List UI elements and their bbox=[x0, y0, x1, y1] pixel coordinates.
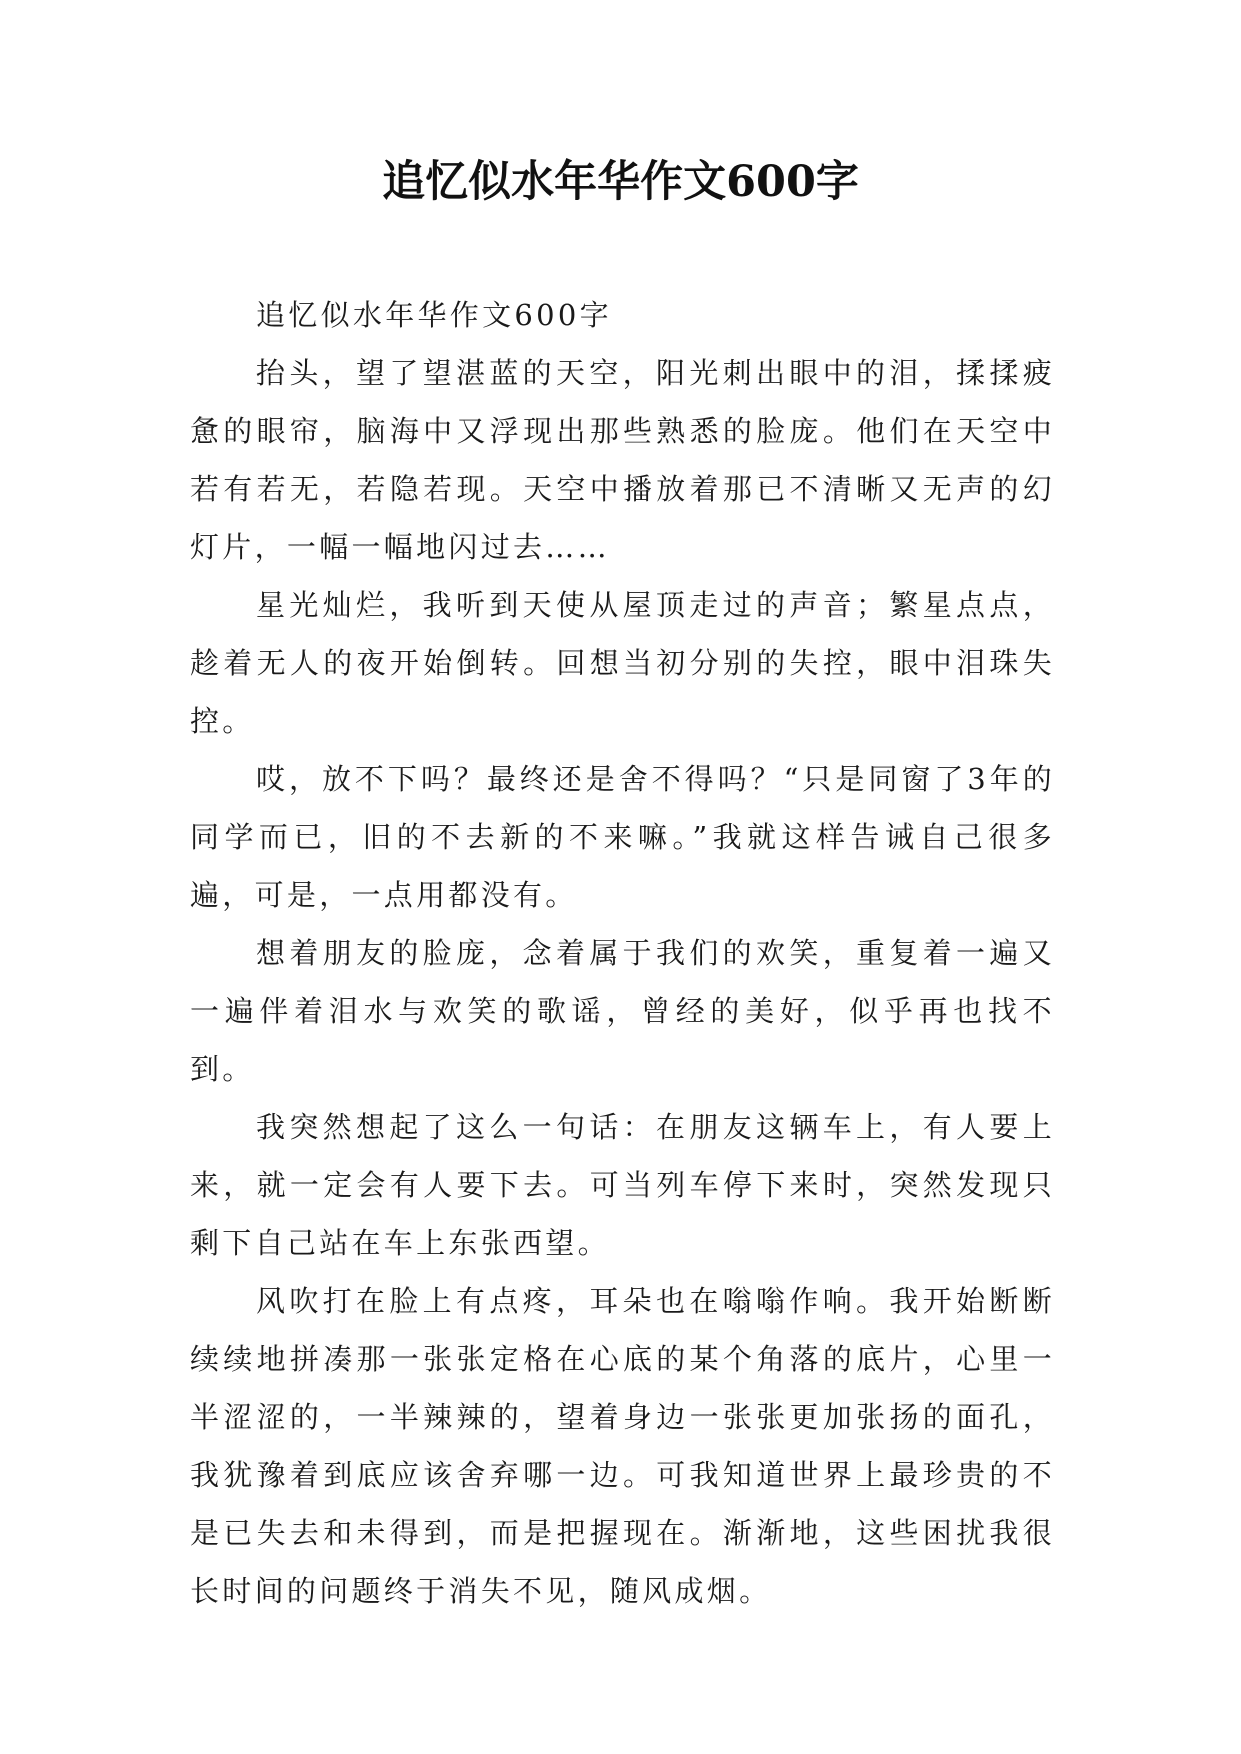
paragraph: 风吹打在脸上有点疼，耳朵也在嗡嗡作响。我开始断断续续地拼凑那一张张定格在心底的某个角落的底片，心里一半涩涩的，一半辣辣的，望着身边一张张更加张扬的面孔，我犹豫着到底应该舍弃哪一边。可我知道世界上最珍贵的不是已失去和未得到，而是把握现在。渐渐地，这些困扰我很长时间的问题终于消失不见，随风成烟。 bbox=[190, 1284, 1055, 1608]
paragraph-subtitle: 追忆似水年华作文600字 bbox=[256, 298, 612, 332]
paragraph: 我突然想起了这么一句话：在朋友这辆车上，有人要上来，就一定会有人要下去。可当列车停下来时，突然发现只剩下自己站在车上东张西望。 bbox=[190, 1110, 1055, 1260]
document-title: 追忆似水年华作文600字 bbox=[382, 157, 859, 207]
paragraph: 星光灿烂，我听到天使从屋顶走过的声音；繁星点点，趁着无人的夜开始倒转。回想当初分别的失控，眼中泪珠失控。 bbox=[190, 588, 1055, 738]
document-body bbox=[190, 286, 1055, 1620]
paragraph: 抬头，望了望湛蓝的天空，阳光刺出眼中的泪，揉揉疲惫的眼帘，脑海中又浮现出那些熟悉的脸庞。他们在天空中若有若无，若隐若现。天空中播放着那已不清晰又无声的幻灯片，一幅一幅地闪过去…… bbox=[190, 356, 1055, 564]
paragraph: 哎，放不下吗？最终还是舍不得吗？“只是同窗了3年的同学而已，旧的不去新的不来嘛。”我就这样告诫自己很多遍，可是，一点用都没有。 bbox=[190, 762, 1055, 912]
paragraph: 想着朋友的脸庞，念着属于我们的欢笑，重复着一遍又一遍伴着泪水与欢笑的歌谣，曾经的美好，似乎再也找不到。 bbox=[190, 936, 1055, 1086]
